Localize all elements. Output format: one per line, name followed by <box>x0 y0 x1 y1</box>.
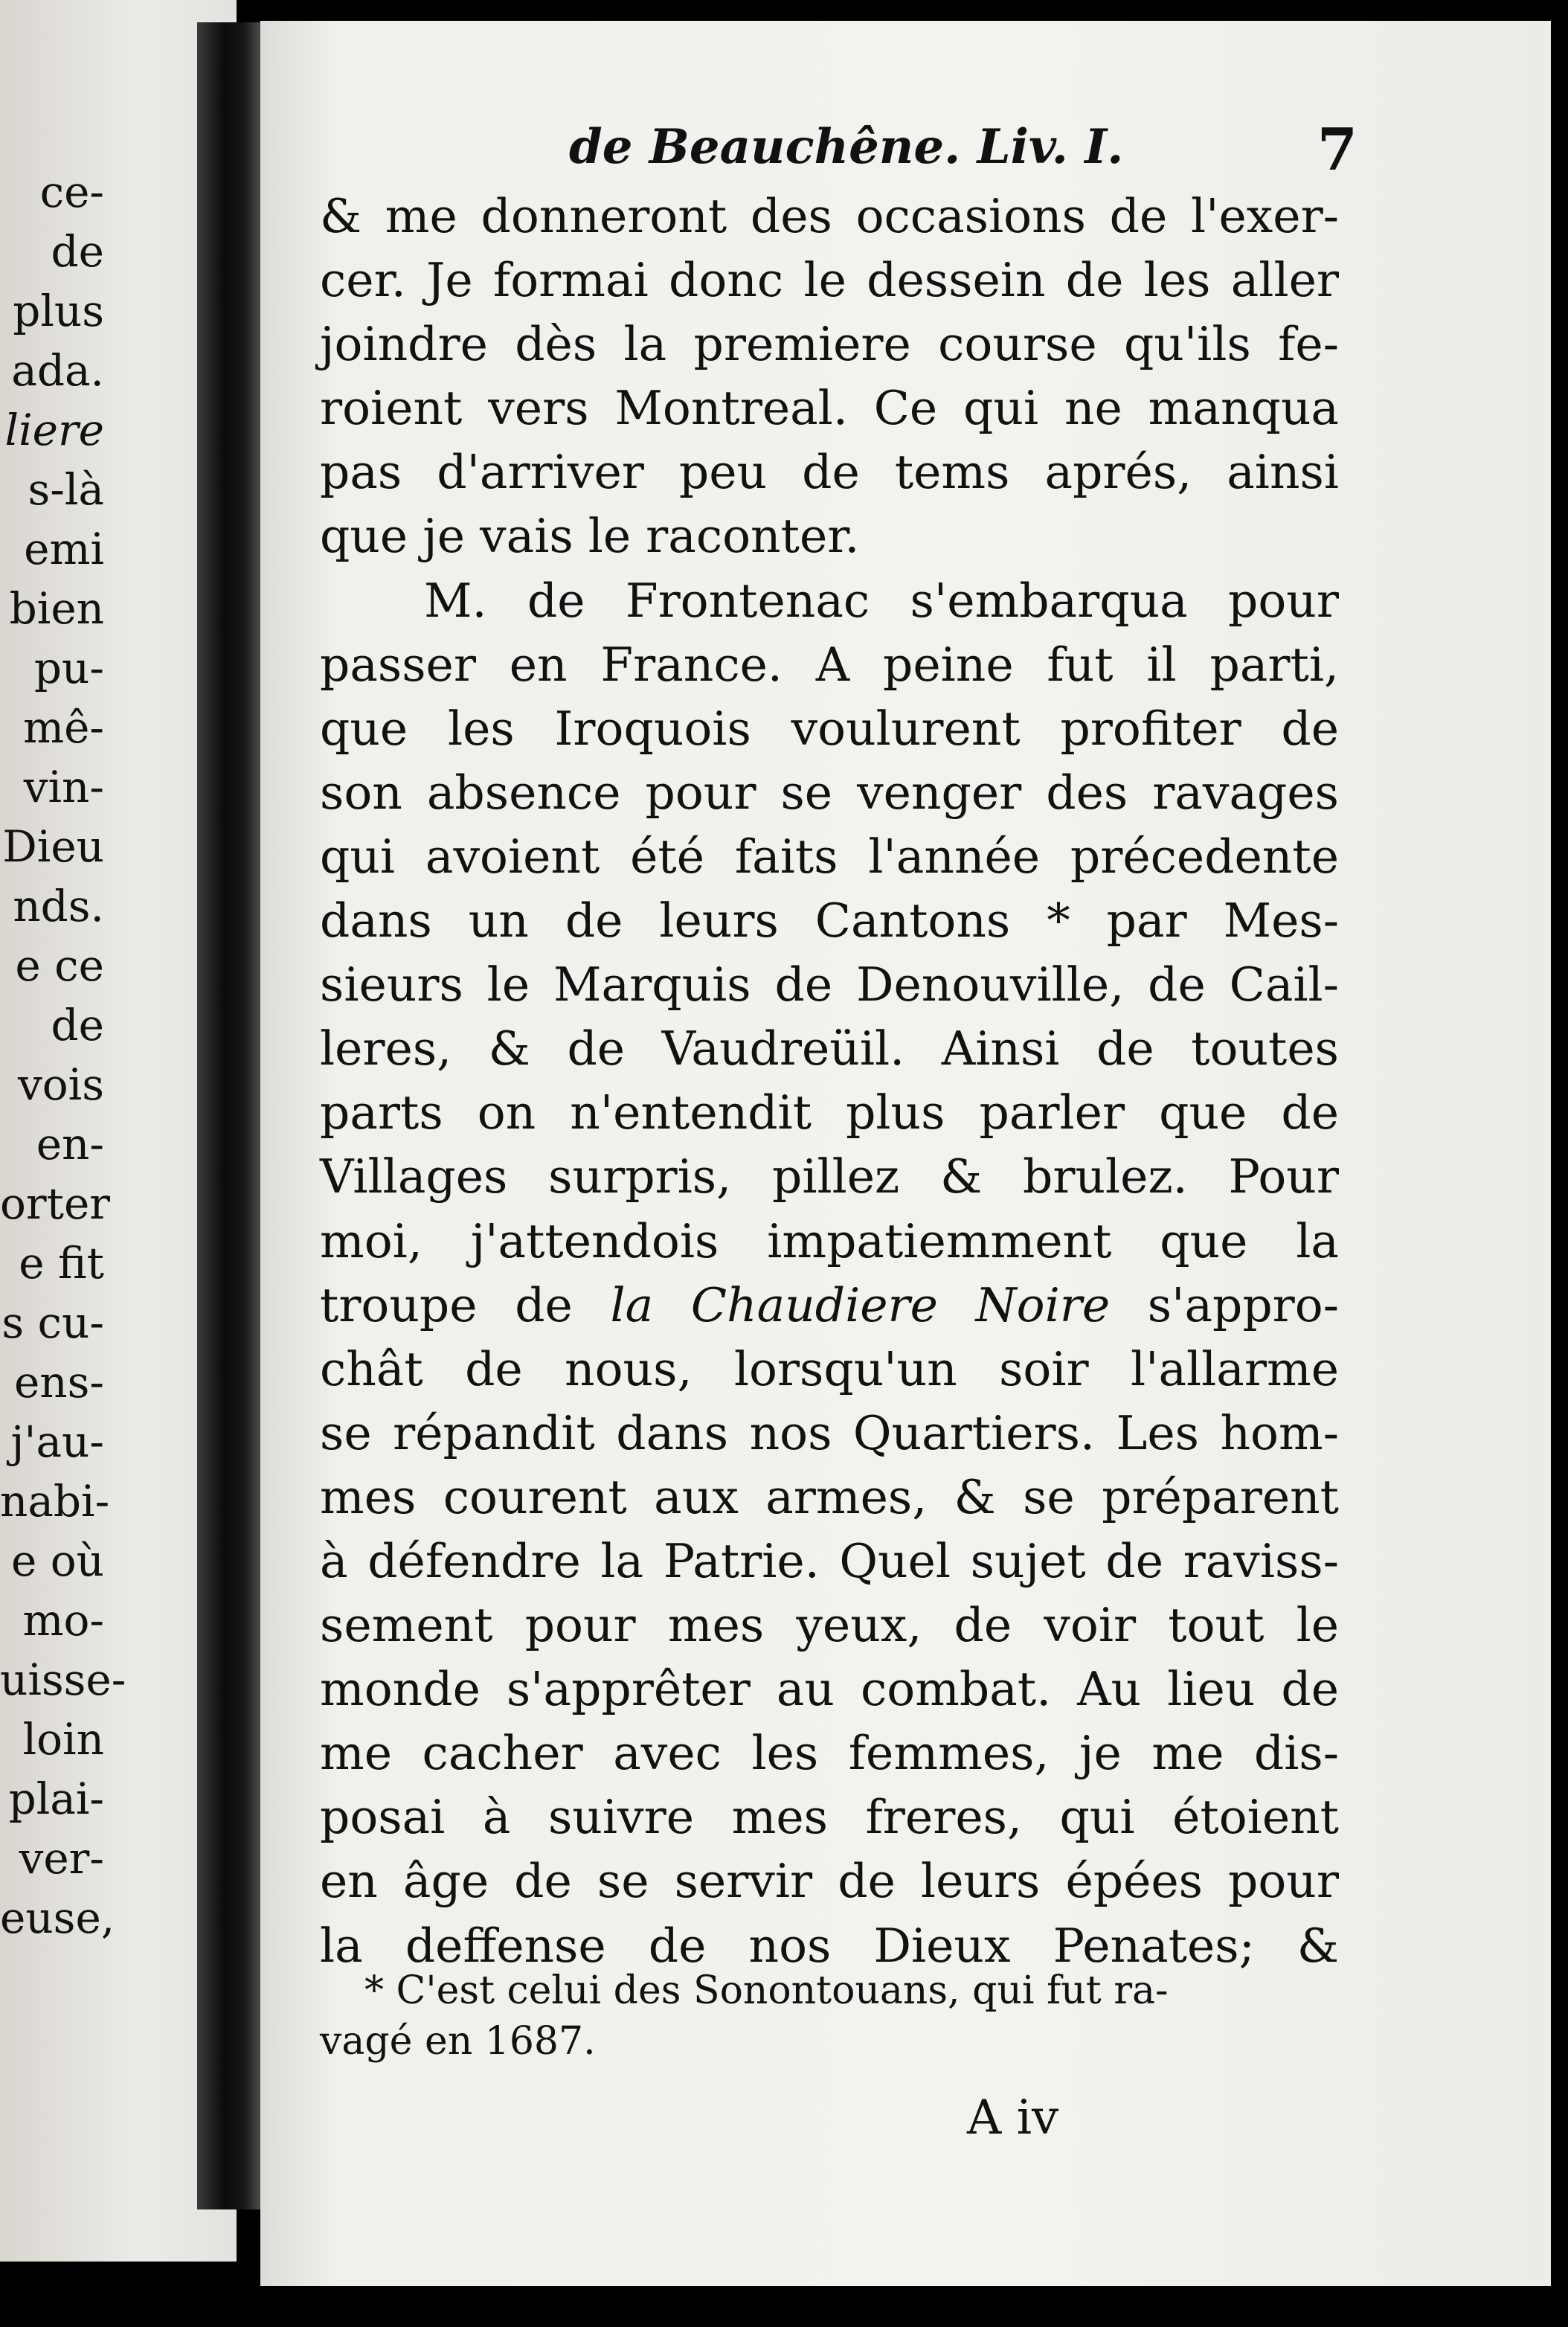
fragment-line: nds. <box>13 881 104 931</box>
fragment-line: de <box>51 1000 104 1050</box>
text-line: passer en France. A peine fut il parti, <box>320 637 1339 692</box>
text-line: dans un de leurs Cantons * par Mes- <box>320 893 1339 949</box>
text-line: qui avoient été faits l'année précedente <box>320 829 1339 884</box>
text-line: moi, j'attendois impatiemment que la <box>320 1213 1339 1268</box>
text-line: que les Iroquois voulurent profiter de <box>320 701 1339 756</box>
text-line: roient vers Montreal. Ce qui ne manqua <box>320 381 1339 436</box>
text-line: son absence pour se venger des ravages <box>320 765 1339 820</box>
text-line: à défendre la Patrie. Quel sujet de raviss- <box>320 1533 1339 1588</box>
fragment-line: s-là <box>28 464 104 515</box>
text-line: & me donneront des occasions de l'exer- <box>320 189 1339 243</box>
text-line: la deffense de nos Dieux Penates; & <box>320 1918 1339 1973</box>
page-number: 7 <box>1317 116 1357 184</box>
text-line: joindre dès la premiere course qu'ils fe- <box>320 317 1339 372</box>
fragment-line: s cu- <box>1 1297 104 1348</box>
fragment-line: de <box>51 226 104 277</box>
fragment-line: pu- <box>33 643 104 693</box>
text-line: sement pour mes yeux, de voir tout le <box>320 1598 1339 1653</box>
fragment-line: e où <box>10 1535 104 1586</box>
fragment-line: liere <box>4 405 104 455</box>
footnote-line: vagé en 1687. <box>320 2019 596 2064</box>
fragment-line: plus <box>13 286 104 336</box>
footnote-line: * C'est celui des Sonontouans, qui fut ra- <box>364 1968 1169 2013</box>
fragment-line: plai- <box>8 1774 104 1824</box>
text-line: Villages surpris, pillez & brulez. Pour <box>320 1149 1339 1204</box>
fragment-line: ver- <box>19 1833 104 1884</box>
fragment-line: mo- <box>22 1595 104 1646</box>
fragment-line: e fit <box>19 1238 104 1288</box>
text-line: se répandit dans nos Quartiers. Les hom- <box>320 1405 1339 1460</box>
fragment-line: euse, <box>0 1893 115 1943</box>
body-text <box>320 184 1339 1978</box>
text-line: parts on n'entendit plus parler que de <box>320 1085 1339 1140</box>
text-line: chât de nous, lorsqu'un soir l'allarme <box>320 1341 1339 1396</box>
text-line: leres, & de Vaudreüil. Ainsi de toutes <box>320 1021 1339 1076</box>
fragment-line: vois <box>18 1059 104 1110</box>
text-line: que je vais le raconter. <box>320 509 860 564</box>
fragment-line: Dieu <box>2 821 104 872</box>
fragment-line: bien <box>9 583 104 634</box>
fragment-line: mê- <box>23 702 104 753</box>
running-title: de Beauchêne. Liv. I. <box>569 119 1124 175</box>
text-line: cer. Je formai donc le dessein de les aller <box>320 253 1339 308</box>
fragment-line: orter <box>0 1178 111 1229</box>
text-line: en âge de se servir de leurs épées pour <box>320 1854 1339 1909</box>
book-gutter <box>197 22 264 2209</box>
footnote <box>320 1965 1302 2067</box>
text-line: sieurs le Marquis de Denouville, de Cail- <box>320 957 1339 1012</box>
text-line: posai à suivre mes freres, qui étoient <box>320 1790 1339 1845</box>
line-text-before: troupe de <box>320 1277 611 1332</box>
fragment-line: en- <box>36 1119 104 1169</box>
signature-mark: A iv <box>967 2090 1059 2145</box>
fragment-line: j'au- <box>10 1416 104 1467</box>
line-text-after: s'appro- <box>1110 1277 1340 1332</box>
paragraph-start-line: M. de Frontenac s'embarqua pour <box>424 573 1339 628</box>
fragment-line: loin <box>22 1714 104 1765</box>
fragment-line: uisse- <box>0 1654 126 1705</box>
fragment-line: vin- <box>23 762 104 812</box>
fragment-line: e ce <box>15 940 104 991</box>
text-line: me cacher avec les femmes, je me dis- <box>320 1726 1339 1781</box>
italic-name: la Chaudiere Noire <box>610 1277 1111 1332</box>
fragment-line: ada. <box>11 345 104 396</box>
text-line: mes courent aux armes, & se préparent <box>320 1469 1339 1524</box>
fragment-line: ens- <box>13 1357 104 1408</box>
text-line-with-italic <box>320 1274 1339 1338</box>
left-page-fragments <box>0 162 126 1948</box>
page-header <box>569 116 1357 186</box>
text-line: pas d'arriver peu de tems aprés, ainsi <box>320 445 1339 500</box>
fragment-line: emi <box>24 524 104 574</box>
fragment-line: ce- <box>39 167 104 217</box>
fragment-line: nabi- <box>0 1476 110 1527</box>
text-line: monde s'apprêter au combat. Au lieu de <box>320 1662 1339 1717</box>
